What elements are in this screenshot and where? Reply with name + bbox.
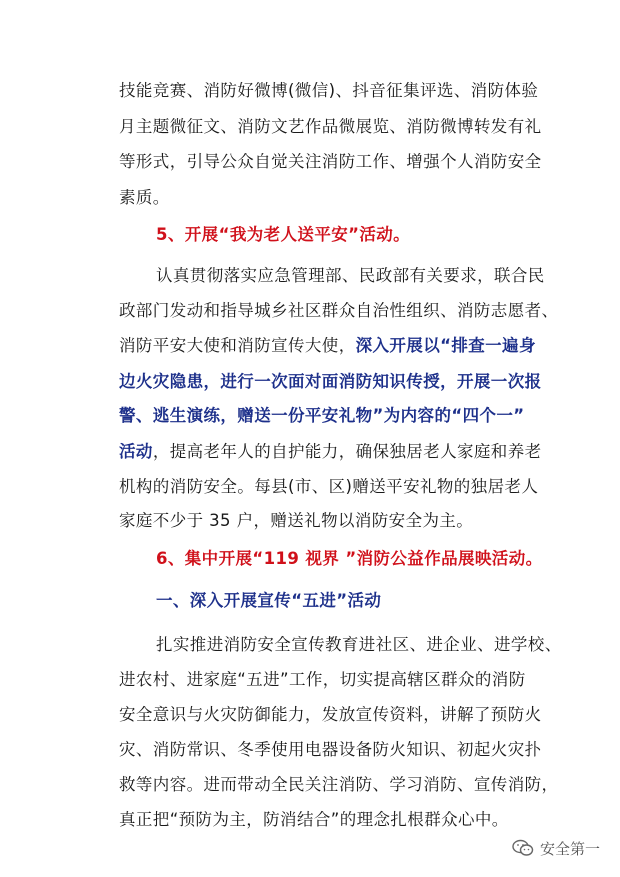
- paragraph-1-line-2: 月主题微征文、消防文艺作品微展览、消防微博转发有礼: [119, 117, 542, 136]
- paragraph-1-line-4: 素质。: [119, 188, 170, 207]
- paragraph-3-line-6: 真正把“预防为主，防消结合”的理念扎根群众心中。: [119, 810, 509, 829]
- paragraph-1-line-1: 技能竞赛、消防好微博(微信)、抖音征集评选、消防体验: [119, 81, 539, 100]
- paragraph-2-line-6-normal: ，提高老年人的自护能力，确保独居老人家庭和养老: [152, 442, 542, 461]
- paragraph-3-line-1: 扎实推进消防安全宣传教育进社区、进企业、进学校、: [156, 635, 562, 654]
- paragraph-3-line-2: 进农村、进家庭“五进”工作，切实提高辖区群众的消防: [119, 670, 526, 689]
- heading-5: 5、开展“我为老人送平安”活动。: [156, 225, 411, 244]
- paragraph-2-line-2: 政部门发动和指导城乡社区群众自治性组织、消防志愿者、: [119, 301, 559, 320]
- paragraph-3-line-4: 灾、消防常识、冬季使用电器设备防火知识、初起火灾扑: [119, 740, 542, 759]
- paragraph-3-line-5: 救等内容。进而带动全民关注消防、学习消防、宣传消防，: [119, 775, 559, 794]
- paragraph-2-line-6-bold: 活动: [119, 442, 153, 461]
- paragraph-2-line-4: 边火灾隐患，进行一次面对面消防知识传授，开展一次报: [119, 372, 542, 391]
- paragraph-2-line-8: 家庭不少于 35 户，赠送礼物以消防安全为主。: [119, 511, 474, 530]
- heading-6: 6、集中开展“119 视界 ”消防公益作品展映活动。: [156, 549, 543, 568]
- paragraph-2-line-3-normal: 消防平安大使和消防宣传大使，: [119, 336, 356, 355]
- paragraph-2-line-7: 机构的消防安全。每县(市、区)赠送平安礼物的独居老人: [119, 477, 539, 496]
- wechat-icon: [512, 839, 534, 857]
- paragraph-2-line-3: [119, 335, 536, 357]
- paragraph-2-line-3-bold: 深入开展以“排查一遍身: [355, 336, 536, 355]
- paragraph-2-line-6: [119, 441, 542, 463]
- paragraph-2-line-1: 认真贯彻落实应急管理部、民政部有关要求，联合民: [156, 266, 545, 285]
- watermark-label: 安全第一: [540, 839, 601, 858]
- watermark: [512, 836, 600, 860]
- paragraph-1-line-3: 等形式，引导公众自觉关注消防工作、增强个人消防安全: [119, 152, 542, 171]
- section-heading-1: 一、深入开展宣传“五进”活动: [156, 591, 382, 610]
- paragraph-3-line-3: 安全意识与火灾防御能力，发放宣传资料，讲解了预防火: [119, 705, 542, 724]
- paragraph-2-line-5: 警、逃生演练，赠送一份平安礼物”为内容的“四个一”: [119, 406, 525, 425]
